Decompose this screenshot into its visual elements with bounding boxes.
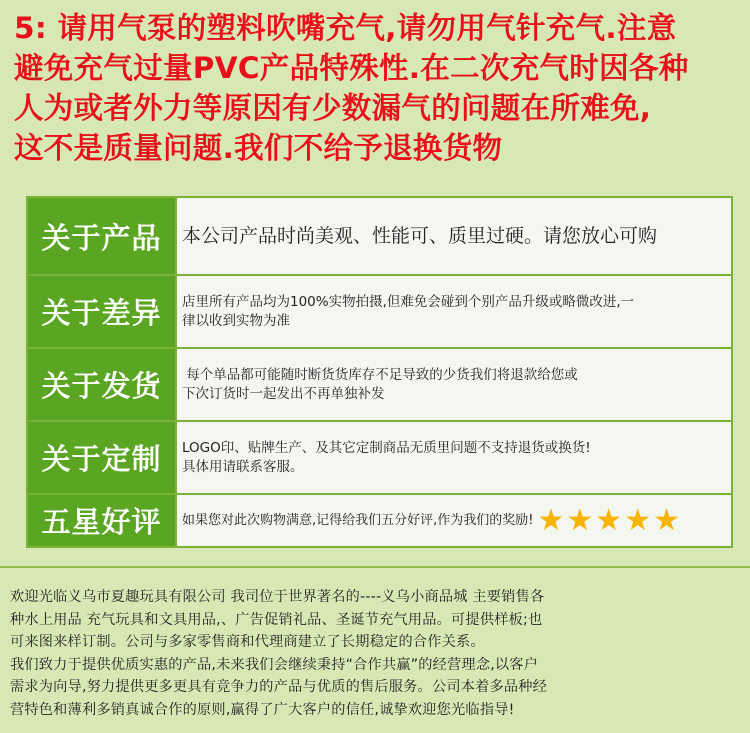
table-row-review [28,495,731,546]
row-text [177,349,731,420]
star-icon: ★ [566,502,594,538]
intro-line: 欢迎光临义乌市夏趣玩具有限公司 我司位于世界著名的----义乌小商品城 主要销售各 [10,589,545,605]
table-row-custom [28,422,731,495]
section-divider [0,566,750,568]
intro-line: 种水上用品 充气玩具和文具用品,、广告促销礼品、圣诞节充气用品。可提供样板;也 [10,611,543,628]
row-label: 关于差异 [28,276,177,347]
five-star-rating [537,502,682,538]
row-text-line: 具体用请联系客服。 [182,458,304,475]
row-text [177,198,731,274]
row-text-line: 下次订货时一起发出不再单独补发 [182,385,385,402]
row-text-line: 店里所有产品均为100%实物拍摄,但难免会碰到个别产品升级或略微改进,一 [182,293,635,310]
notice-line: 这不是质量问题.我们不给予退换货物 [14,131,503,165]
star-icon: ★ [624,502,652,538]
star-icon: ★ [653,502,681,538]
intro-line: 我们致力于提供优质实惠的产品,未来我们会继续秉持“合作共赢”的经营理念,以客户 [10,656,539,673]
intro-line: 可来图来样订制。公司与多家零售商和代理商建立了长期稳定的合作关系。 [10,634,485,650]
row-label: 关于产品 [28,198,177,274]
notice-text [14,8,742,168]
star-icon: ★ [537,502,565,538]
notice-line: 避免充气过量PVC产品特殊性.在二次充气时因各种 [14,51,689,85]
row-label: 关于发货 [28,349,177,420]
intro-line: 营特色和薄利多销真诚合作的原则,赢得了广大客户的信任,诚挚欢迎您光临指导! [10,701,515,718]
notice-line: 人为或者外力等原因有少数漏气的问题在所难免, [14,91,652,125]
star-icon: ★ [595,502,623,538]
info-table [26,196,733,548]
notice-line: 5: 请用气泵的塑料吹嘴充气,请勿用气针充气.注意 [14,11,677,45]
table-row-difference [28,276,731,349]
row-text [177,495,731,546]
row-text-line: 律以收到实物为准 [182,312,290,329]
row-label: 五星好评 [28,495,177,546]
row-text-line: 本公司产品时尚美观、性能可、质里过硬。请您放心可购 [182,224,658,247]
row-text-line: 如果您对此次购物满意,记得给我们五分好评,作为我们的奖励! [182,513,534,528]
row-text [177,276,731,347]
table-row-product [28,198,731,276]
row-label: 关于定制 [28,422,177,493]
row-text [177,422,731,493]
table-row-shipping [28,349,731,422]
row-text-line: LOGO印、贴牌生产、及其它定制商品无质里问题不支持退货或换货! [182,439,591,456]
intro-line: 需求为向导,努力提供更多更具有竞争力的产品与优质的售后服务。公司本着多品种经 [10,679,548,695]
company-intro [10,586,742,721]
row-text-line: 每个单品都可能随时断货货库存不足导致的少货我们将退款给您或 [182,366,578,383]
